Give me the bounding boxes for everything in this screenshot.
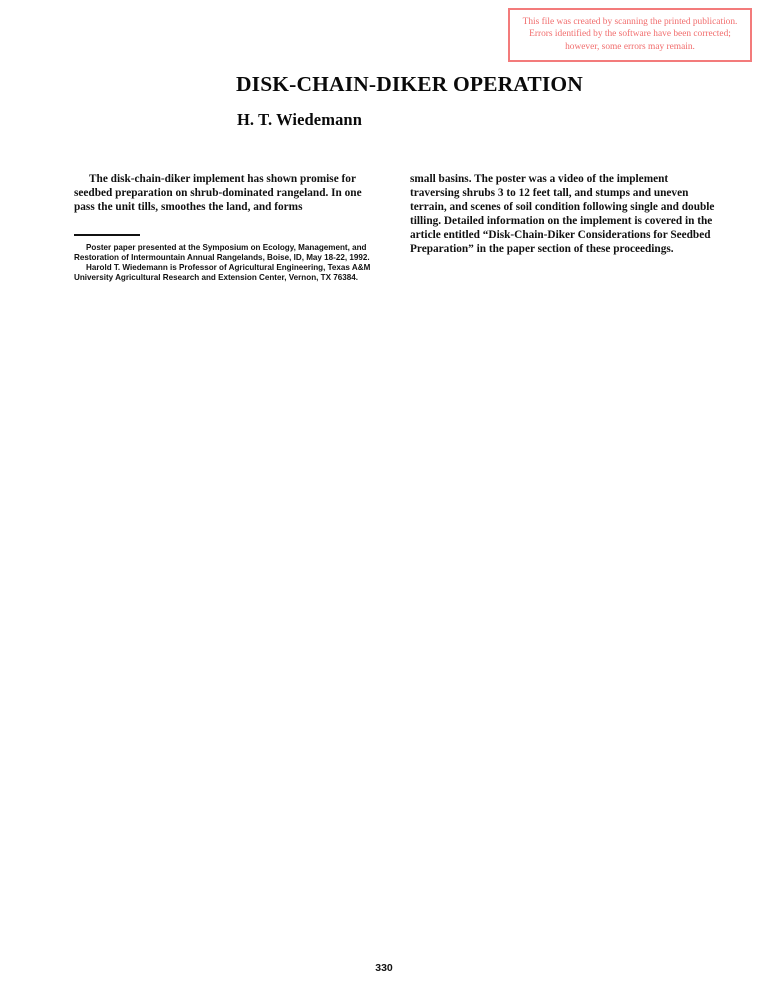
footnote-note-2: Harold T. Wiedemann is Professor of Agricultural Engineering, Texas A&M University Agricultural Research and Extension Center, Vernon, TX 76384. <box>74 263 371 283</box>
body-column-right <box>410 172 720 257</box>
footnote-note-1: Poster paper presented at the Symposium on Ecology, Management, and Restoration of Intermountain Annual Rangelands, Boise, ID, May 18-22, 1992. <box>74 242 370 262</box>
scan-notice-line-3: however, some errors may remain. <box>565 41 695 52</box>
scan-notice-line-2: Errors identified by the software have been corrected; <box>529 29 731 40</box>
right-column-paragraph: small basins. The poster was a video of the implement traversing shrubs 3 to 12 feet tall, and stumps and uneven terrain, and scenes of soil condition following single and double tilling. Detailed information on the implement is covered in the article entitled “Disk-Chain-Diker Considerations for Seedbed Preparation” in the paper section of these proceedings. <box>410 173 715 256</box>
page-number: 330 <box>375 962 393 974</box>
left-column-paragraph: The disk-chain-diker implement has shown promise for seedbed preparation on shrub-dominated rangeland. In one pass the unit tills, smoothes the land, and forms <box>74 173 362 214</box>
scan-notice-line-1: This file was created by scanning the printed publication. <box>522 17 738 27</box>
footnote-block <box>74 234 386 284</box>
author-name: H. T. Wiedemann <box>237 110 362 129</box>
body-column-left <box>74 172 384 214</box>
page-title: DISK-CHAIN-DIKER OPERATION <box>236 72 583 96</box>
footnote-separator-rule <box>74 234 140 236</box>
scan-notice-box <box>508 8 752 62</box>
